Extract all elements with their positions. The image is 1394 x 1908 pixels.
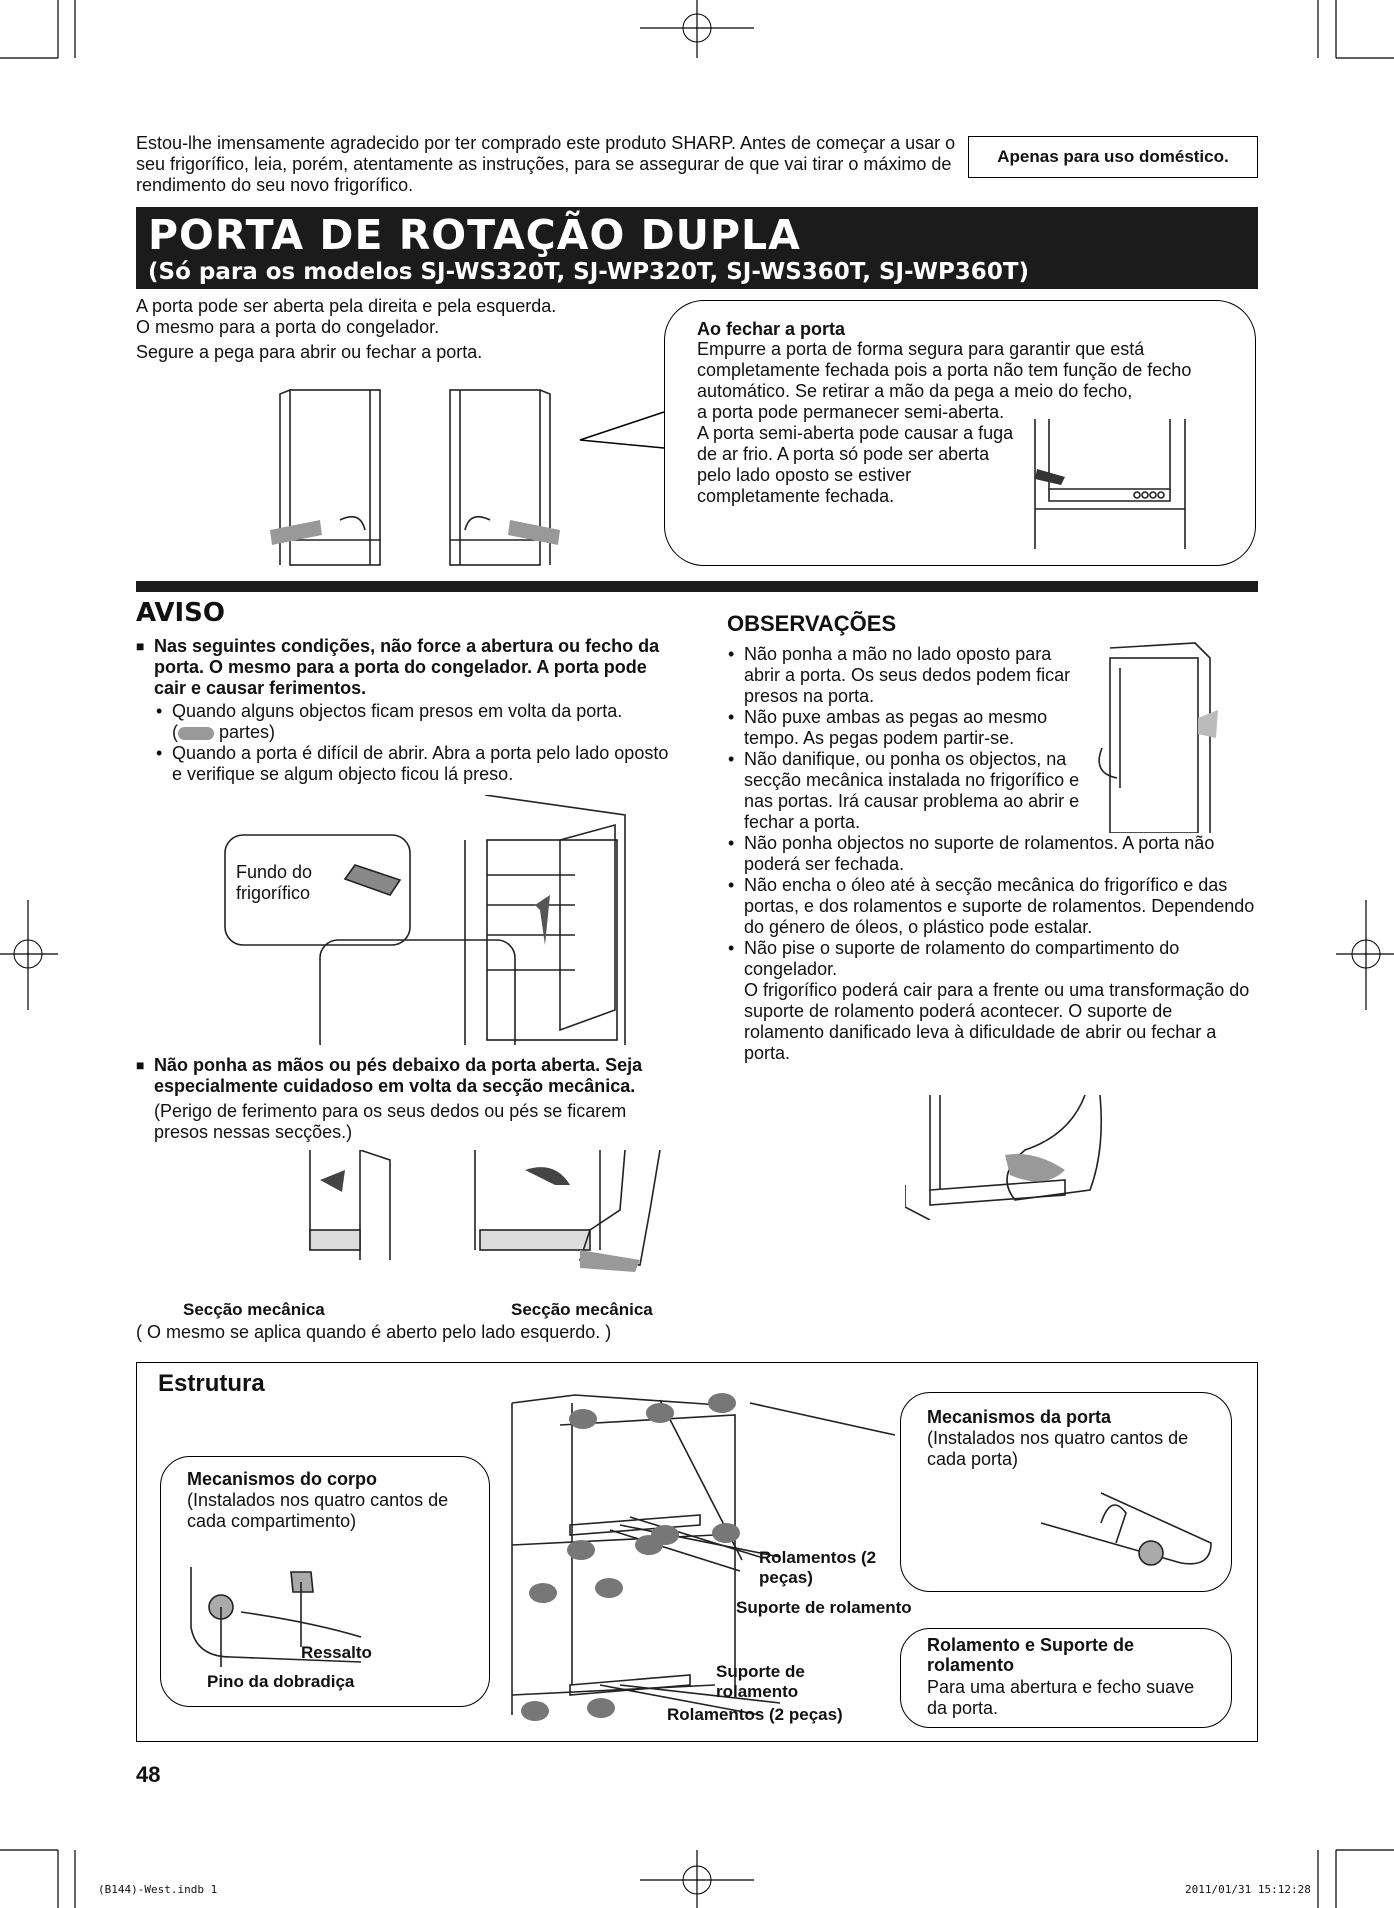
aviso-warning2-note: (Perigo de ferimento para os seus dedos ou pés se ficarem presos nessas secções.): [154, 1101, 627, 1142]
rolamento-suporte-title: Rolamento e Suporte de rolamento: [927, 1635, 1135, 1675]
door-intro-line1: A porta pode ser aberta pela direita e pela esquerda.: [136, 296, 557, 316]
seccao-label-left: Secção mecânica: [183, 1300, 325, 1319]
observacoes-item: • Não pise o suporte de rolamento do compartimento do congelador. O frigorífico poderá cair para a frente ou uma transformação do suporte de rolamento poderá acontecer. O suporte de rolamento danificado leva à dificuldade de abrir ou fechar a porta.: [726, 938, 1256, 1064]
aviso-bullet: • Quando alguns objectos ficam presos em volta da porta. ( partes): [154, 701, 676, 743]
hand-icon: [1198, 710, 1218, 738]
suporte-bottom-label: Suporte de rolamento: [716, 1662, 805, 1701]
bubble-pointer: [578, 410, 670, 450]
door-intro-line3: Segure a pega para abrir ou fechar a porta.: [136, 342, 483, 362]
aviso-warning2: Não ponha as mãos ou pés debaixo da porta aberta. Seja especialmente cuidadoso em volta da secção mecânica.: [154, 1055, 643, 1096]
fundo-label: Fundo do frigorífico: [236, 862, 313, 903]
rolamentos-bottom-label: Rolamentos (2 peças): [667, 1705, 843, 1724]
page-subtitle: (Só para os modelos SJ-WS320T, SJ-WP320T, SJ-WS360T, SJ-WP360T): [148, 259, 1030, 285]
pino-label: Pino da dobradiça: [207, 1672, 355, 1691]
aviso-bullet: • Quando a porta é difícil de abrir. Abra a porta pelo lado oposto e verifique se algum objecto ficou lá preso.: [154, 743, 676, 785]
aviso-block: [136, 636, 676, 785]
observacoes-title: OBSERVAÇÕES: [727, 611, 897, 636]
parts-highlight-icon: [178, 727, 214, 740]
open-arrow-icon: [320, 1170, 345, 1192]
title-banner: [136, 207, 1258, 289]
observacoes-item: • Não ponha a mão no lado oposto para abrir a porta. Os seus dedos podem ficar presos na porta.: [726, 644, 1084, 707]
door-mechanism-illustration: [280, 1150, 670, 1300]
aviso-block2: [136, 1055, 676, 1143]
seccao-label-right: Secção mecânica: [511, 1300, 653, 1319]
rotate-arrow-icon: [1099, 748, 1117, 778]
rolamento-suporte-box: [900, 1628, 1232, 1728]
observacoes-item: • Não ponha objectos no suporte de rolamentos. A porta não poderá ser fechada.: [726, 833, 1256, 875]
fridge-trapped-illustration: [215, 795, 665, 1045]
corpo-box: [160, 1456, 490, 1707]
domestic-use-label: Apenas para uso doméstico.: [968, 136, 1258, 178]
door-intro: [136, 296, 636, 363]
left-side-note: ( O mesmo se aplica quando é aberto pelo lado esquerdo. ): [136, 1322, 612, 1342]
foot-step-illustration: [905, 1095, 1125, 1220]
fridge-hand-illustration: [1090, 638, 1220, 833]
close-arrow-icon: [525, 1167, 570, 1185]
aviso-title: AVISO: [136, 598, 225, 628]
closing-door-text1: Empurre a porta de forma segura para garantir que está completamente fechada pois a porta não tem função de fecho automático. Se retirar a mão da pega a meio do fecho,: [697, 339, 1192, 401]
rotate-arrow-icon: [340, 517, 365, 530]
closing-door-box: [664, 300, 1256, 566]
estrutura-title: Estrutura: [158, 1370, 265, 1397]
square-bullet-icon: ■: [136, 638, 145, 654]
porta-mech-text: (Instalados nos quatro cantos de cada porta): [927, 1428, 1189, 1469]
footer-timestamp: 2011/01/31 15:12:28: [1185, 1883, 1311, 1896]
rolamentos-top-label: Rolamentos (2 peças): [759, 1548, 877, 1587]
door-intro-line2: O mesmo para a porta do congelador.: [136, 317, 440, 337]
corpo-text: (Instalados nos quatro cantos de cada compartimento): [187, 1490, 449, 1531]
corpo-title: Mecanismos do corpo: [187, 1469, 378, 1489]
square-bullet-icon: ■: [136, 1057, 145, 1073]
footer-file: (B144)-West.indb 1: [98, 1883, 218, 1896]
rotate-arrow-icon: [465, 517, 490, 530]
page-number: 48: [136, 1762, 161, 1787]
observacoes-item: • Não encha o óleo até à secção mecânica do frigorífico e das portas, e dos rolamentos e suporte de rolamentos. Dependendo do género de óleos, o plástico pode estalar.: [726, 875, 1256, 938]
mechanism-markers: [521, 1393, 740, 1721]
door-mechanism-detail: [1031, 1483, 1231, 1583]
closing-door-text2: a porta pode permanecer semi-aberta. A porta semi-aberta pode causar a fuga de ar frio. A porta só pode ser aberta pelo lado oposto se estiver completamente fechada.: [697, 402, 1014, 506]
ressalto-label: Ressalto: [301, 1643, 372, 1662]
hand-icon: [508, 520, 560, 545]
suporte-top-label: Suporte de rolamento: [736, 1598, 912, 1617]
door-push-illustration: [1025, 419, 1205, 554]
rolamento-suporte-text: Para uma abertura e fecho suave da porta.: [927, 1677, 1195, 1718]
porta-mech-title: Mecanismos da porta: [927, 1407, 1112, 1427]
observacoes-item: • Não puxe ambas as pegas ao mesmo tempo. As pegas podem partir-se.: [726, 707, 1084, 749]
aviso-warning1: Nas seguintes condições, não force a abertura ou fecho da porta. O mesmo para a porta do congelador. A porta pode cair e causar ferimentos.: [154, 636, 660, 698]
section-divider: [136, 581, 1258, 592]
closing-door-title: Ao fechar a porta: [697, 319, 846, 339]
porta-mech-box: [900, 1392, 1232, 1592]
observacoes-item: • Não danifique, ou ponha os objectos, na secção mecânica instalada no frigorífico e nas portas. Irá causar problema ao abrir e fechar a porta.: [726, 749, 1084, 833]
door-open-illustration: [260, 380, 570, 570]
intro-text: Estou-lhe imensamente agradecido por ter comprado este produto SHARP. Antes de começar a usar o seu frigorífico, leia, porém, atentamente as instruções, para se assegurar de que vai tirar o máximo de rendimento do seu novo frigorífico.: [136, 133, 956, 195]
push-arrow-icon: [1035, 469, 1065, 485]
hand-icon: [270, 520, 322, 545]
page-title: PORTA DE ROTAÇÃO DUPLA: [148, 211, 801, 259]
